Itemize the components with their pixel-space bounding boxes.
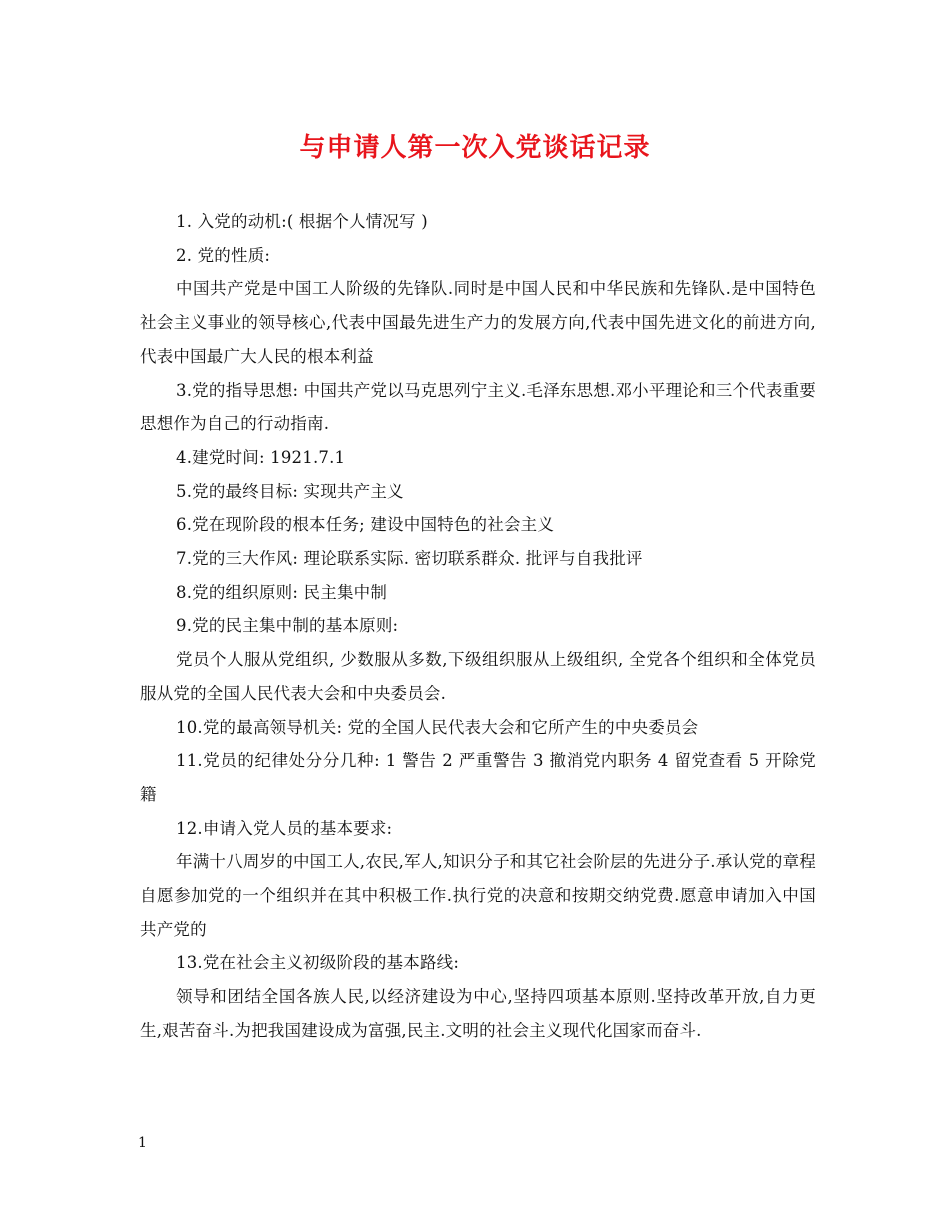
paragraph-centralism-heading: 9.党的民主集中制的基本原则: (176, 616, 399, 636)
paragraph-motive: 1. 入党的动机:( 根据个人情况写 ) (176, 212, 428, 231)
paragraph-three-styles: 7.党的三大作风: 理论联系实际. 密切联系群众. 批评与自我批评 (176, 549, 643, 569)
paragraph-current-task: 6.党在现阶段的根本任务; 建设中国特色的社会主义 (176, 515, 555, 535)
paragraph-organizational-principle: 8.党的组织原则: 民主集中制 (176, 582, 388, 602)
paragraph-guiding-thought: 3.党的指导思想: 中国共产党以马克思列宁主义.毛泽东思想.邓小平理论和三个代表重要思想作为自己的行动指南. (140, 380, 816, 434)
paragraph-centralism: 党员个人服从党组织, 少数服从多数,下级组织服从上级组织, 全党各个组织和全体党员服从党的全国人民代表大会和中央委员会. (140, 650, 816, 703)
paragraph-ultimate-goal: 5.党的最终目标: 实现共产主义 (176, 481, 404, 501)
paragraph-basic-line-heading: 13.党在社会主义初级阶段的基本路线: (176, 953, 460, 973)
paragraph-nature: 中国共产党是中国工人阶级的先锋队.同时是中国人民和中华民族和先锋队.是中国特色社会主义事业的领导核心,代表中国最先进生产力的发展方向,代表中国先进文化的前进方向,代表中国最广大人民的根本利益 (140, 279, 816, 366)
paragraph-basic-line: 领导和团结全国各族人民,以经济建设为中心,坚持四项基本原则.坚持改革开放,自力更生,艰苦奋斗.为把我国建设成为富强,民主.文明的社会主义现代化国家而奋斗. (140, 987, 816, 1040)
document-body (140, 205, 816, 1048)
page-number: 1 (138, 1135, 147, 1151)
paragraph-requirements: 年满十八周岁的中国工人,农民,军人,知识分子和其它社会阶层的先进分子.承认党的章程自愿参加党的一个组织并在其中积极工作.执行党的决意和按期交纳党费.愿意申请加入中国共产党的 (140, 852, 816, 939)
paragraph-discipline: 11.党员的纪律处分分几种: 1 警告 2 严重警告 3 撤消党内职务 4 留党查看 5 开除党籍 (140, 751, 816, 804)
paragraph-founding-date: 4.建党时间: 1921.7.1 (176, 447, 346, 467)
document-title: 与申请人第一次入党谈话记录 (299, 133, 651, 163)
paragraph-requirements-heading: 12.申请入党人员的基本要求: (176, 818, 393, 838)
paragraph-nature-heading: 2. 党的性质: (176, 245, 271, 265)
paragraph-highest-organ: 10.党的最高领导机关: 党的全国人民代表大会和它所产生的中央委员会 (176, 717, 699, 737)
